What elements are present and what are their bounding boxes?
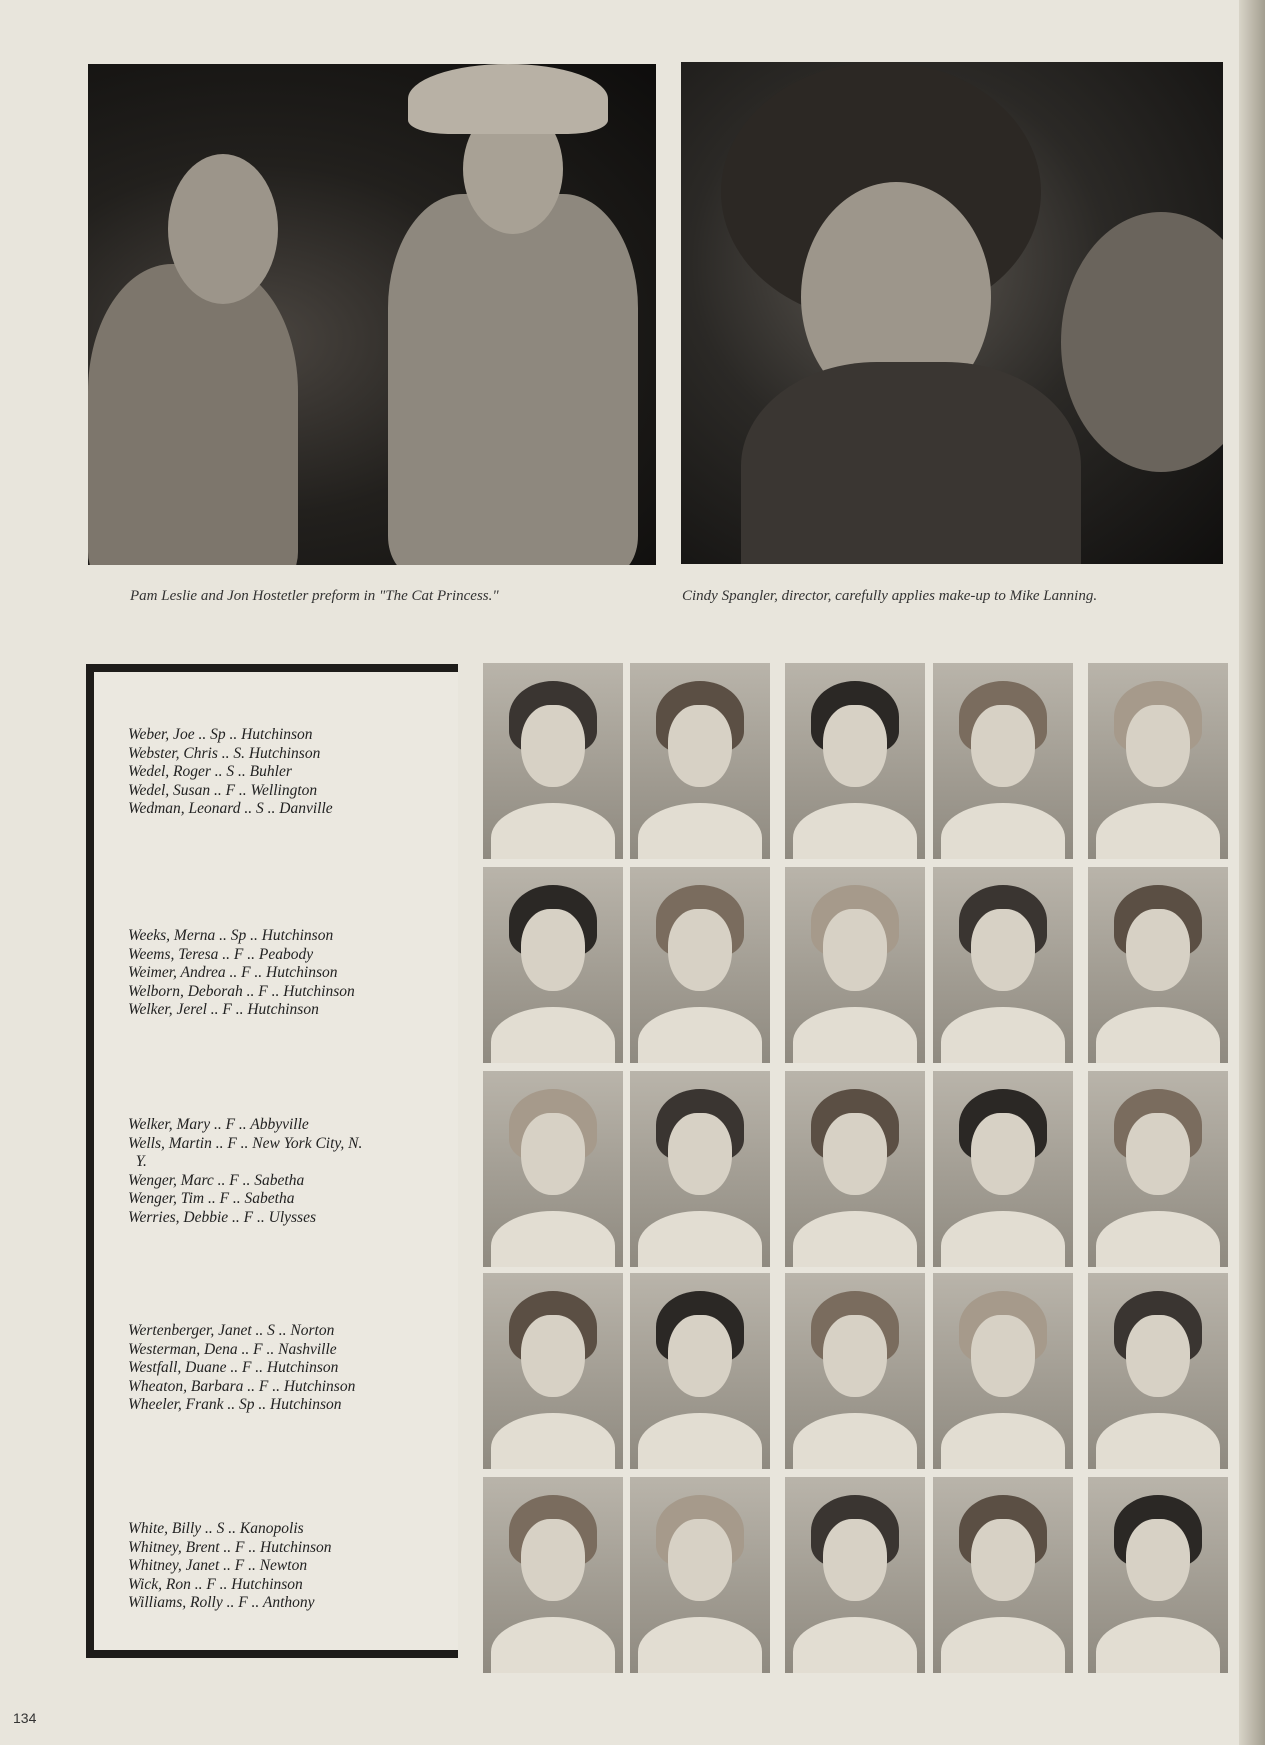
student-portrait — [483, 1477, 623, 1673]
portrait-clothing — [491, 1211, 615, 1267]
student-portrait — [630, 663, 770, 859]
portrait-clothing — [491, 1413, 615, 1469]
portrait-clothing — [638, 1617, 762, 1673]
portrait-face — [971, 909, 1035, 991]
portrait-face — [1126, 1113, 1190, 1195]
name-entry: Westfall, Duane .. F .. Hutchinson — [128, 1359, 339, 1376]
portrait-clothing — [491, 1007, 615, 1063]
name-entry: Whitney, Brent .. F .. Hutchinson — [128, 1538, 332, 1556]
name-entry: Wheaton, Barbara .. F .. Hutchinson — [128, 1377, 356, 1395]
portrait-clothing — [638, 1007, 762, 1063]
name-entry: Westerman, Dena .. F .. Nashville — [128, 1340, 337, 1358]
name-entry: Wertenberger, Janet .. S .. Norton — [128, 1322, 335, 1339]
portrait-face — [521, 1315, 585, 1397]
name-entry: Williams, Rolly .. F .. Anthony — [128, 1594, 315, 1611]
student-portrait — [483, 1273, 623, 1469]
name-group-2 — [128, 927, 458, 1020]
name-entry: Wick, Ron .. F .. Hutchinson — [128, 1575, 303, 1593]
portrait-face — [521, 909, 585, 991]
student-portrait — [1088, 1477, 1228, 1673]
student-portrait — [630, 1477, 770, 1673]
caption-makeup: Cindy Spangler, director, carefully applies make-up to Mike Lanning. — [682, 588, 1098, 604]
name-entry: Weimer, Andrea .. F .. Hutchinson — [128, 964, 338, 981]
student-portrait — [933, 1071, 1073, 1267]
actor-head — [1061, 212, 1223, 472]
portrait-clothing — [638, 803, 762, 859]
portrait-face — [823, 1315, 887, 1397]
name-entry: Welborn, Deborah .. F .. Hutchinson — [128, 982, 355, 1000]
name-entry: Webster, Chris .. S. Hutchinson — [128, 744, 321, 762]
student-portrait — [630, 867, 770, 1063]
student-portrait — [933, 1273, 1073, 1469]
portrait-face — [668, 1113, 732, 1195]
student-portrait — [1088, 1273, 1228, 1469]
name-entry: Wenger, Marc .. F .. Sabetha — [128, 1171, 305, 1189]
name-entry: Weeks, Merna .. Sp .. Hutchinson — [128, 927, 334, 944]
portrait-clothing — [793, 1413, 917, 1469]
portrait-face — [668, 1315, 732, 1397]
portrait-face — [971, 705, 1035, 787]
portrait-clothing — [941, 1413, 1065, 1469]
portrait-face — [971, 1113, 1035, 1195]
name-entry: Welker, Mary .. F .. Abbyville — [128, 1116, 309, 1133]
portrait-face — [668, 909, 732, 991]
performer-left — [88, 264, 298, 565]
portrait-face — [823, 1519, 887, 1601]
student-portrait — [1088, 1071, 1228, 1267]
portrait-clothing — [1096, 1007, 1220, 1063]
portrait-face — [1126, 909, 1190, 991]
student-portrait — [933, 867, 1073, 1063]
student-portrait — [1088, 663, 1228, 859]
portrait-clothing — [638, 1413, 762, 1469]
student-portrait — [933, 663, 1073, 859]
page-number: 134 — [13, 1710, 37, 1726]
portrait-face — [1126, 705, 1190, 787]
portrait-clothing — [941, 803, 1065, 859]
name-group-1 — [128, 726, 458, 819]
portrait-face — [823, 1113, 887, 1195]
portrait-clothing — [941, 1211, 1065, 1267]
student-portrait — [785, 1273, 925, 1469]
performer-left-head — [168, 154, 278, 304]
portrait-face — [521, 1519, 585, 1601]
page-edge — [1239, 0, 1265, 1745]
portrait-clothing — [1096, 1413, 1220, 1469]
name-entry: Welker, Jerel .. F .. Hutchinson — [128, 1001, 319, 1018]
student-portrait — [483, 1071, 623, 1267]
portrait-clothing — [941, 1007, 1065, 1063]
name-entry: Weems, Teresa .. F .. Peabody — [128, 945, 314, 963]
portrait-face — [521, 705, 585, 787]
portrait-face — [668, 1519, 732, 1601]
student-portrait — [483, 867, 623, 1063]
jester-hat — [408, 64, 608, 134]
portrait-clothing — [638, 1211, 762, 1267]
portrait-face — [668, 705, 732, 787]
portrait-face — [521, 1113, 585, 1195]
portrait-clothing — [793, 1007, 917, 1063]
name-group-4 — [128, 1322, 458, 1415]
performer-right — [388, 194, 638, 565]
student-portrait — [483, 663, 623, 859]
name-entry: Werries, Debbie .. F .. Ulysses — [128, 1208, 316, 1226]
name-entry: Wedel, Roger .. S .. Buhler — [128, 763, 292, 780]
student-portrait — [785, 867, 925, 1063]
portrait-clothing — [793, 803, 917, 859]
portrait-clothing — [1096, 1617, 1220, 1673]
portrait-face — [1126, 1519, 1190, 1601]
portrait-clothing — [941, 1617, 1065, 1673]
portrait-face — [823, 909, 887, 991]
student-portrait — [630, 1071, 770, 1267]
name-entry: Wells, Martin .. F .. New York City, N. Y. — [128, 1134, 363, 1170]
portrait-clothing — [1096, 803, 1220, 859]
name-entry: Wedman, Leonard .. S .. Danville — [128, 800, 333, 817]
name-entry: Weber, Joe .. Sp .. Hutchinson — [128, 726, 313, 743]
director-body — [741, 362, 1081, 564]
name-group-5 — [128, 1520, 458, 1613]
caption-play-scene: Pam Leslie and Jon Hostetler preform in "The Cat Princess." — [130, 588, 499, 604]
name-entry: Wenger, Tim .. F .. Sabetha — [128, 1190, 295, 1207]
portrait-face — [1126, 1315, 1190, 1397]
photo-play-scene — [88, 64, 656, 565]
student-portrait — [785, 663, 925, 859]
portrait-clothing — [491, 1617, 615, 1673]
student-portrait — [785, 1071, 925, 1267]
student-portrait — [933, 1477, 1073, 1673]
name-entry: Whitney, Janet .. F .. Newton — [128, 1557, 308, 1574]
portrait-face — [971, 1519, 1035, 1601]
photo-makeup — [681, 62, 1223, 564]
portrait-clothing — [491, 803, 615, 859]
name-entry: Wedel, Susan .. F .. Wellington — [128, 781, 318, 799]
student-portrait — [630, 1273, 770, 1469]
student-portrait — [1088, 867, 1228, 1063]
portrait-clothing — [793, 1211, 917, 1267]
portrait-face — [823, 705, 887, 787]
student-portrait — [785, 1477, 925, 1673]
name-entry: White, Billy .. S .. Kanopolis — [128, 1520, 304, 1537]
portrait-face — [971, 1315, 1035, 1397]
portrait-clothing — [793, 1617, 917, 1673]
portrait-clothing — [1096, 1211, 1220, 1267]
name-entry: Wheeler, Frank .. Sp .. Hutchinson — [128, 1396, 342, 1413]
name-group-3 — [128, 1116, 458, 1227]
name-panel — [86, 664, 458, 1658]
